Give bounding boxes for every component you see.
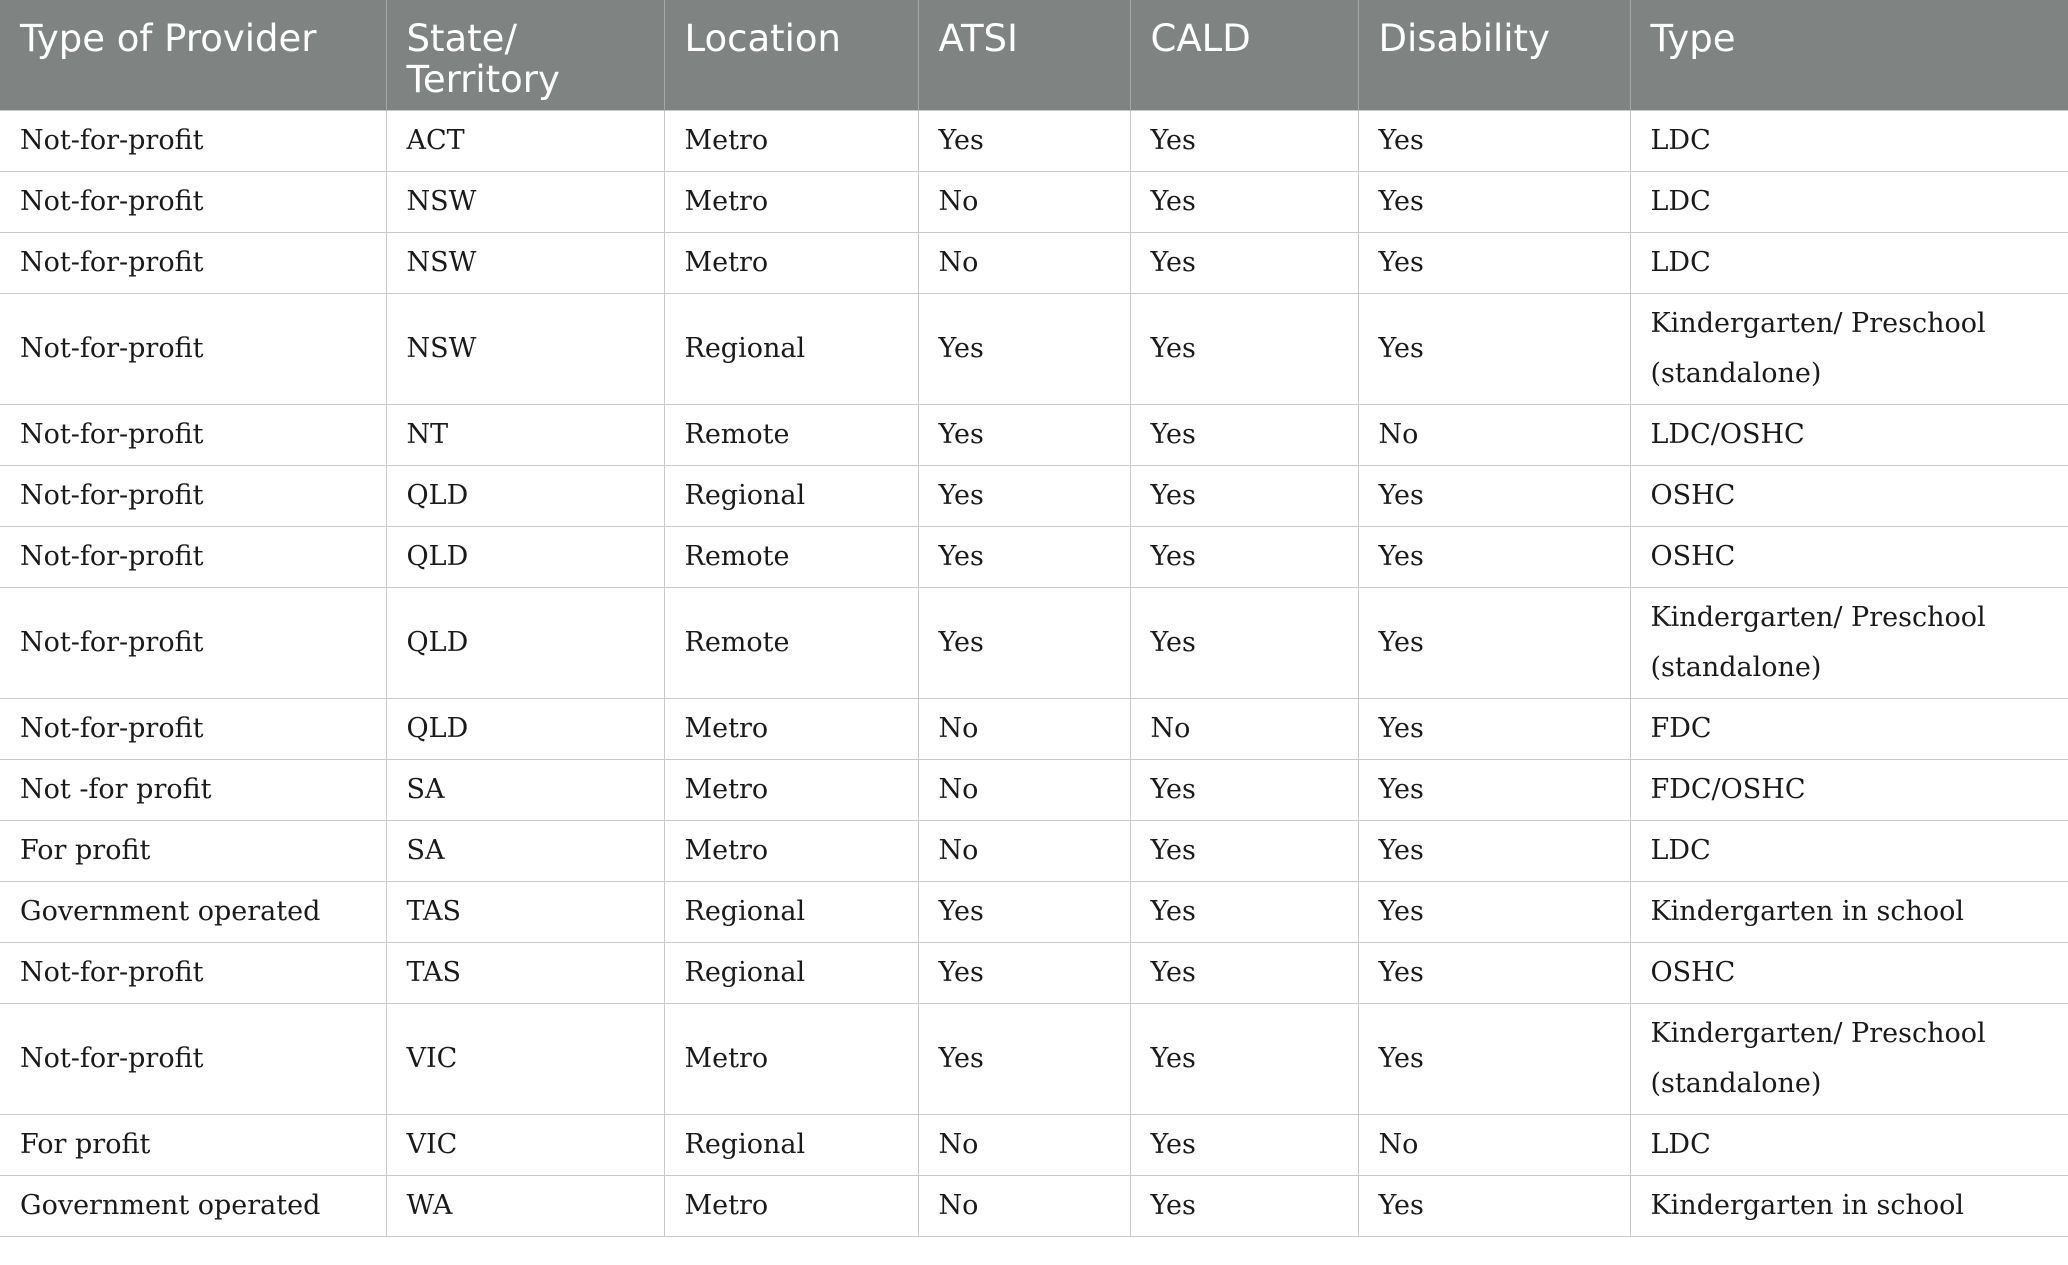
service-type-cell: OSHC [1630, 943, 2068, 1004]
state-cell: SA [386, 760, 664, 821]
atsi-cell: Yes [918, 1004, 1130, 1115]
location-cell: Metro [664, 699, 918, 760]
state-cell: NSW [386, 294, 664, 405]
cald-cell: Yes [1130, 588, 1358, 699]
disability-cell: Yes [1358, 1004, 1630, 1115]
disability-cell: Yes [1358, 882, 1630, 943]
atsi-cell: Yes [918, 111, 1130, 172]
service-type-cell: Kindergarten/ Preschool (standalone) [1630, 294, 2068, 405]
table-row [0, 760, 2068, 821]
atsi-cell: No [918, 172, 1130, 233]
location-cell: Remote [664, 527, 918, 588]
service-type-cell: Kindergarten/ Preschool (standalone) [1630, 1004, 2068, 1115]
provider-type-cell: For profit [0, 821, 386, 882]
atsi-cell: No [918, 233, 1130, 294]
table-row [0, 466, 2068, 527]
cald-cell: Yes [1130, 1176, 1358, 1237]
disability-cell: Yes [1358, 821, 1630, 882]
disability-cell: Yes [1358, 527, 1630, 588]
table-body [0, 111, 2068, 1237]
service-type-cell: LDC [1630, 111, 2068, 172]
header-type-of-provider: Type of Provider [0, 0, 386, 111]
atsi-cell: No [918, 760, 1130, 821]
atsi-cell: Yes [918, 405, 1130, 466]
table-row [0, 699, 2068, 760]
cald-cell: No [1130, 699, 1358, 760]
header-atsi: ATSI [918, 0, 1130, 111]
provider-type-cell: For profit [0, 1115, 386, 1176]
atsi-cell: Yes [918, 943, 1130, 1004]
disability-cell: Yes [1358, 172, 1630, 233]
provider-type-cell: Not-for-profit [0, 111, 386, 172]
header-location: Location [664, 0, 918, 111]
table-row [0, 233, 2068, 294]
cald-cell: Yes [1130, 294, 1358, 405]
table-row [0, 1004, 2068, 1115]
provider-type-cell: Not-for-profit [0, 943, 386, 1004]
cald-cell: Yes [1130, 172, 1358, 233]
service-type-cell: LDC [1630, 233, 2068, 294]
provider-type-cell: Government operated [0, 882, 386, 943]
cald-cell: Yes [1130, 760, 1358, 821]
atsi-cell: No [918, 1176, 1130, 1237]
service-type-cell: FDC [1630, 699, 2068, 760]
table-row [0, 405, 2068, 466]
atsi-cell: No [918, 821, 1130, 882]
disability-cell: Yes [1358, 233, 1630, 294]
atsi-cell: Yes [918, 882, 1130, 943]
location-cell: Metro [664, 233, 918, 294]
location-cell: Metro [664, 1176, 918, 1237]
atsi-cell: Yes [918, 466, 1130, 527]
state-cell: QLD [386, 588, 664, 699]
table-row [0, 294, 2068, 405]
state-cell: NSW [386, 172, 664, 233]
table-row [0, 1115, 2068, 1176]
location-cell: Regional [664, 294, 918, 405]
provider-type-cell: Government operated [0, 1176, 386, 1237]
location-cell: Metro [664, 821, 918, 882]
disability-cell: Yes [1358, 111, 1630, 172]
atsi-cell: No [918, 1115, 1130, 1176]
provider-type-cell: Not-for-profit [0, 699, 386, 760]
header-state-territory: State/ Territory [386, 0, 664, 111]
disability-cell: Yes [1358, 294, 1630, 405]
state-cell: QLD [386, 699, 664, 760]
service-type-cell: Kindergarten in school [1630, 882, 2068, 943]
table-row [0, 821, 2068, 882]
service-type-cell: FDC/OSHC [1630, 760, 2068, 821]
location-cell: Metro [664, 111, 918, 172]
service-type-cell: LDC [1630, 1115, 2068, 1176]
disability-cell: Yes [1358, 1176, 1630, 1237]
state-cell: SA [386, 821, 664, 882]
location-cell: Metro [664, 1004, 918, 1115]
location-cell: Remote [664, 405, 918, 466]
header-row [0, 0, 2068, 111]
cald-cell: Yes [1130, 943, 1358, 1004]
atsi-cell: Yes [918, 527, 1130, 588]
provider-type-cell: Not-for-profit [0, 466, 386, 527]
table-header [0, 0, 2068, 111]
provider-type-cell: Not-for-profit [0, 294, 386, 405]
disability-cell: No [1358, 1115, 1630, 1176]
table-row [0, 172, 2068, 233]
service-type-cell: Kindergarten in school [1630, 1176, 2068, 1237]
location-cell: Metro [664, 760, 918, 821]
state-cell: NSW [386, 233, 664, 294]
service-type-cell: LDC/OSHC [1630, 405, 2068, 466]
service-type-cell: OSHC [1630, 527, 2068, 588]
location-cell: Regional [664, 1115, 918, 1176]
state-cell: WA [386, 1176, 664, 1237]
disability-cell: Yes [1358, 760, 1630, 821]
state-cell: QLD [386, 527, 664, 588]
disability-cell: Yes [1358, 466, 1630, 527]
atsi-cell: Yes [918, 588, 1130, 699]
table-row [0, 943, 2068, 1004]
provider-type-cell: Not-for-profit [0, 172, 386, 233]
state-cell: VIC [386, 1115, 664, 1176]
cald-cell: Yes [1130, 405, 1358, 466]
location-cell: Metro [664, 172, 918, 233]
location-cell: Remote [664, 588, 918, 699]
atsi-cell: No [918, 699, 1130, 760]
provider-type-cell: Not -for profit [0, 760, 386, 821]
table-row [0, 588, 2068, 699]
disability-cell: Yes [1358, 699, 1630, 760]
cald-cell: Yes [1130, 527, 1358, 588]
provider-type-cell: Not-for-profit [0, 527, 386, 588]
state-cell: VIC [386, 1004, 664, 1115]
location-cell: Regional [664, 882, 918, 943]
provider-type-cell: Not-for-profit [0, 1004, 386, 1115]
service-type-cell: Kindergarten/ Preschool (standalone) [1630, 588, 2068, 699]
cald-cell: Yes [1130, 1004, 1358, 1115]
state-cell: TAS [386, 943, 664, 1004]
provider-type-cell: Not-for-profit [0, 588, 386, 699]
disability-cell: Yes [1358, 943, 1630, 1004]
cald-cell: Yes [1130, 233, 1358, 294]
provider-type-cell: Not-for-profit [0, 233, 386, 294]
service-type-cell: LDC [1630, 172, 2068, 233]
location-cell: Regional [664, 466, 918, 527]
header-disability: Disability [1358, 0, 1630, 111]
state-cell: NT [386, 405, 664, 466]
header-cald: CALD [1130, 0, 1358, 111]
cald-cell: Yes [1130, 882, 1358, 943]
provider-type-cell: Not-for-profit [0, 405, 386, 466]
cald-cell: Yes [1130, 1115, 1358, 1176]
table-row [0, 1176, 2068, 1237]
disability-cell: No [1358, 405, 1630, 466]
state-cell: TAS [386, 882, 664, 943]
header-type: Type [1630, 0, 2068, 111]
location-cell: Regional [664, 943, 918, 1004]
atsi-cell: Yes [918, 294, 1130, 405]
disability-cell: Yes [1358, 588, 1630, 699]
table-row [0, 111, 2068, 172]
table-row [0, 882, 2068, 943]
cald-cell: Yes [1130, 466, 1358, 527]
cald-cell: Yes [1130, 111, 1358, 172]
service-type-cell: OSHC [1630, 466, 2068, 527]
state-cell: ACT [386, 111, 664, 172]
cald-cell: Yes [1130, 821, 1358, 882]
table-row [0, 527, 2068, 588]
state-cell: QLD [386, 466, 664, 527]
service-type-cell: LDC [1630, 821, 2068, 882]
